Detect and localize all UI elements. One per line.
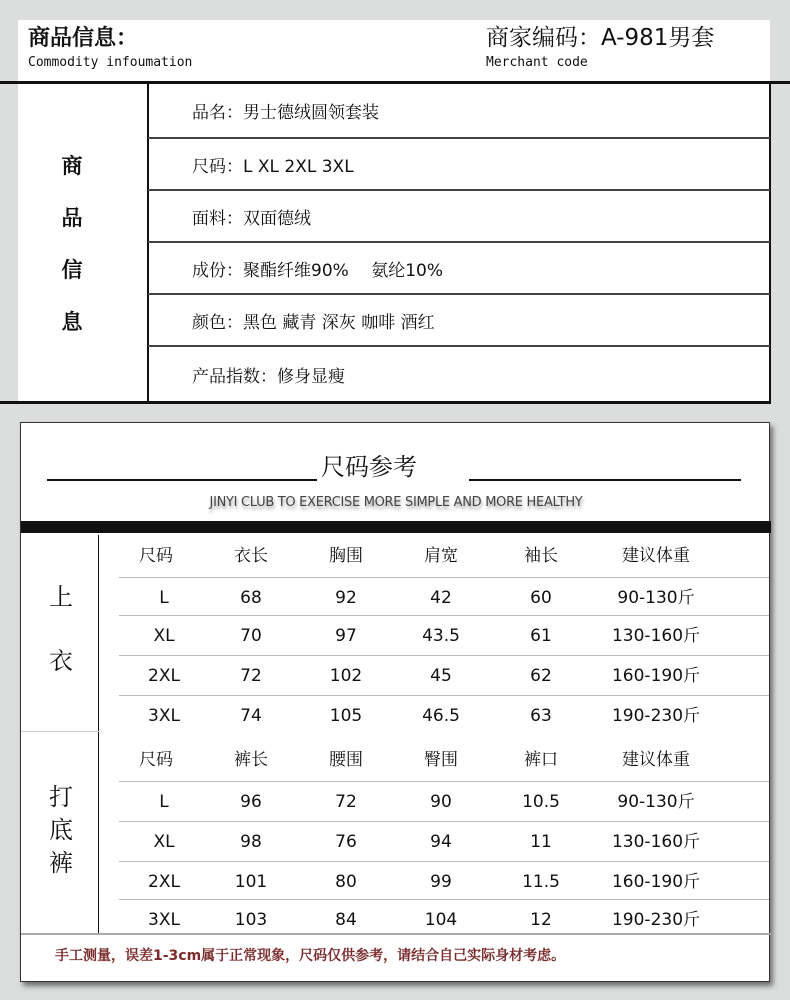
divider [21, 731, 99, 732]
table-cell: 84 [335, 910, 357, 930]
table-cell: 裤长 [234, 750, 268, 770]
table-cell: 160-190斤 [611, 872, 701, 892]
table-cell: 94 [430, 832, 452, 852]
measurement-note: 手工测量，误差1-3cm属于正常现象，尺码仅供参考，请结合自己实际身材考虑。 [55, 948, 566, 964]
table-cell: L [159, 792, 169, 812]
table-cell: 2XL [148, 666, 180, 686]
table-cell: 63 [530, 706, 552, 726]
row-line [119, 615, 769, 616]
table-cell: 74 [240, 706, 262, 726]
info-row-size: 尺码：L XL 2XL 3XL [148, 139, 770, 191]
table-cell: L [159, 588, 169, 608]
row-line [119, 861, 769, 862]
info-row-fit: 产品指数：修身显瘦 [192, 366, 345, 387]
section-label: 上 [49, 583, 73, 611]
table-cell: 90-130斤 [617, 588, 695, 608]
table-cell: 45 [430, 666, 452, 686]
table-cell: 130-160斤 [611, 626, 701, 646]
table-cell: 90-130斤 [617, 792, 695, 812]
info-row-composition: 成份：聚酯纤维90% 氨纶10% [148, 243, 770, 295]
table-cell: 98 [240, 832, 262, 852]
section-label: 打 [49, 783, 73, 811]
info-title-en: Commodity infoumation [28, 55, 193, 70]
divider [47, 479, 317, 481]
info-row-name: 品名：男士德绒圆领套装 [148, 84, 770, 139]
merchant-code: 商家编码：A-981男套 [486, 25, 715, 51]
info-title: 商品信息： [28, 26, 139, 51]
section-label: 衣 [49, 647, 73, 675]
table-cell: 70 [240, 626, 262, 646]
merchant-code-en: Merchant code [486, 55, 588, 70]
table-cell: 建议体重 [622, 750, 690, 770]
table-cell: 72 [335, 792, 357, 812]
size-title: 尺码参考 [321, 453, 417, 481]
table-cell: 190-230斤 [611, 706, 701, 726]
table-cell: 43.5 [422, 626, 460, 646]
row-line [119, 821, 769, 822]
side-label: 息 [61, 310, 83, 334]
size-chart-card [20, 422, 770, 982]
table-cell: 3XL [148, 706, 180, 726]
table-cell: 96 [240, 792, 262, 812]
table-cell: 160-190斤 [611, 666, 701, 686]
table-cell: 102 [329, 666, 363, 686]
table-cell: 99 [430, 872, 452, 892]
table-cell: 68 [240, 588, 262, 608]
table-cell: 11 [530, 832, 552, 852]
divider [469, 479, 741, 481]
table-cell: 12 [530, 910, 552, 930]
table-cell: 42 [430, 588, 452, 608]
table-cell: 臀围 [424, 750, 458, 770]
row-line [119, 781, 769, 782]
table-cell: 80 [335, 872, 357, 892]
divider [98, 535, 99, 935]
table-cell: 胸围 [329, 546, 363, 566]
table-cell: 10.5 [522, 792, 560, 812]
table-cell: 衣长 [234, 546, 268, 566]
table-cell: 105 [329, 706, 363, 726]
table-cell: 72 [240, 666, 262, 686]
section-label: 裤 [49, 849, 73, 877]
table-cell: 腰围 [329, 750, 363, 770]
section-label: 底 [49, 816, 73, 844]
divider [21, 521, 771, 533]
divider [0, 401, 771, 404]
table-cell: 103 [234, 910, 268, 930]
table-cell: 3XL [148, 910, 180, 930]
table-cell: 61 [530, 626, 552, 646]
table-cell: 97 [335, 626, 357, 646]
divider [21, 933, 771, 935]
table-cell: 裤口 [524, 750, 558, 770]
side-label: 信 [61, 258, 83, 282]
table-cell: 袖长 [524, 546, 558, 566]
table-cell: 76 [335, 832, 357, 852]
table-cell: 46.5 [422, 706, 460, 726]
table-cell: 104 [424, 910, 458, 930]
info-row-fabric: 面料：双面德绒 [148, 191, 770, 243]
table-cell: XL [153, 832, 175, 852]
table-cell: 肩宽 [424, 546, 458, 566]
table-cell: 92 [335, 588, 357, 608]
table-cell: 建议体重 [622, 546, 690, 566]
row-line [119, 577, 769, 578]
table-cell: 62 [530, 666, 552, 686]
table-cell: 130-160斤 [611, 832, 701, 852]
table-cell: 60 [530, 588, 552, 608]
size-subtitle: JINYI CLUB TO EXERCISE MORE SIMPLE AND MORE HEALTHY [209, 495, 583, 510]
row-line [119, 695, 769, 696]
table-cell: 2XL [148, 872, 180, 892]
row-line [119, 655, 769, 656]
table-cell: 90 [430, 792, 452, 812]
table-cell: 尺码 [139, 546, 173, 566]
table-cell: XL [153, 626, 175, 646]
row-line [119, 899, 769, 900]
side-label: 商 [61, 154, 83, 178]
side-label: 品 [61, 206, 83, 230]
table-cell: 尺码 [139, 750, 173, 770]
table-cell: 101 [234, 872, 268, 892]
table-cell: 11.5 [522, 872, 560, 892]
table-cell: 190-230斤 [611, 910, 701, 930]
info-row-colors: 颜色：黑色 藏青 深灰 咖啡 酒红 [148, 295, 770, 347]
